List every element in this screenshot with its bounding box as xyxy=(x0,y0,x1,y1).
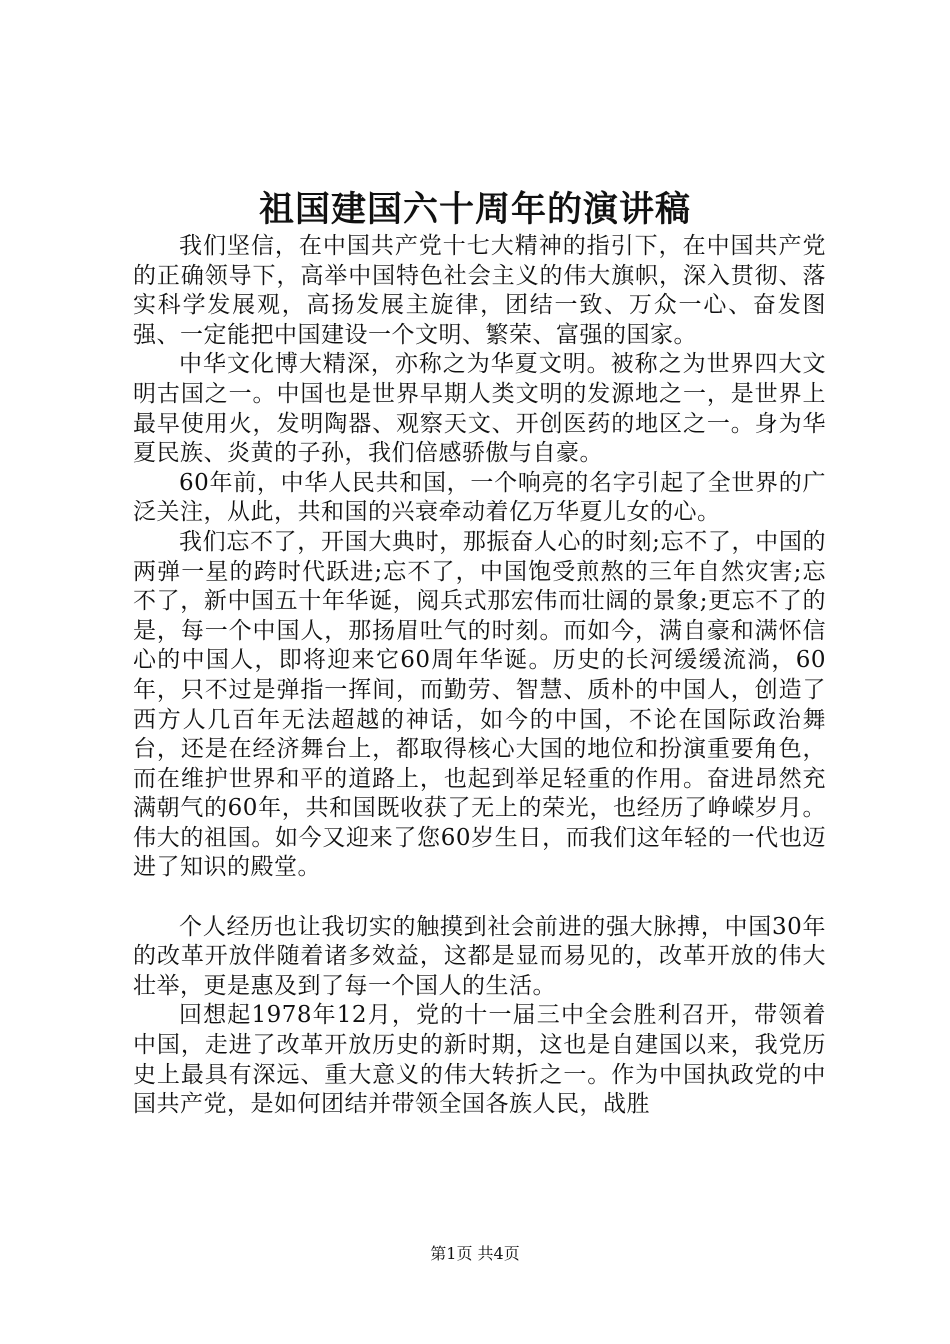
paragraph-4: 我们忘不了，开国大典时，那振奋人心的时刻;忘不了，中国的两弹一星的跨时代跃进;忘不了，中国饱受煎熬的三年自然灾害;忘不了，新中国五十年华诞，阅兵式那宏伟而壮阔的景象;更忘不了的是，每一个中国人，那扬眉吐气的时刻。而如今，满自豪和满怀信心的中国人，即将迎来它60周年华诞。历史的长河缓缓流淌，60年，只不过是弹指一挥间，而勤劳、智慧、质朴的中国人，创造了西方人几百年无法超越的神话，如今的中国，不论在国际政治舞台，还是在经济舞台上，都取得核心大国的地位和扮演重要角色，而在维护世界和平的道路上，也起到举足轻重的作用。奋进昂然充满朝气的60年，共和国既收获了无上的荣光，也经历了峥嵘岁月。伟大的祖国。如今又迎来了您60岁生日，而我们这年轻的一代也迈进了知识的殿堂。 xyxy=(133,528,826,881)
paragraph-3: 60年前，中华人民共和国，一个响亮的名字引起了全世界的广泛关注，从此，共和国的兴衰牵动着亿万华夏儿女的心。 xyxy=(133,469,826,526)
paragraph-2: 中华文化博大精深，亦称之为华夏文明。被称之为世界四大文明古国之一。中国也是世界早期人类文明的发源地之一，是世界上最早使用火，发明陶器、观察天文、开创医药的地区之一。身为华夏民族、炎黄的子孙，我们倍感骄傲与自豪。 xyxy=(133,351,826,467)
document-body xyxy=(133,232,826,1120)
paragraph-spacer xyxy=(133,883,826,913)
paragraph-1: 我们坚信，在中国共产党十七大精神的指引下，在中国共产党的正确领导下，高举中国特色社会主义的伟大旗帜，深入贯彻、落实科学发展观，高扬发展主旋律，团结一致、万众一心、奋发图强、一定能把中国建设一个文明、繁荣、富强的国家。 xyxy=(133,233,826,348)
document-title: 祖国建国六十周年的演讲稿 xyxy=(258,189,691,230)
paragraph-5: 个人经历也让我切实的触摸到社会前进的强大脉搏，中国30年的改革开放伴随着诸多效益，这都是显而易见的，改革开放的伟大壮举，更是惠及到了每一个国人的生活。 xyxy=(133,913,826,999)
page-footer: 第1页 共4页 xyxy=(430,1244,520,1263)
paragraph-6: 回想起1978年12月，党的十一届三中全会胜利召开，带领着中国，走进了改革开放历史的新时期，这也是自建国以来，我党历史上最具有深远、重大意义的伟大转折之一。作为中国执政党的中国共产党，是如何团结并带领全国各族人民，战胜 xyxy=(133,1002,826,1118)
